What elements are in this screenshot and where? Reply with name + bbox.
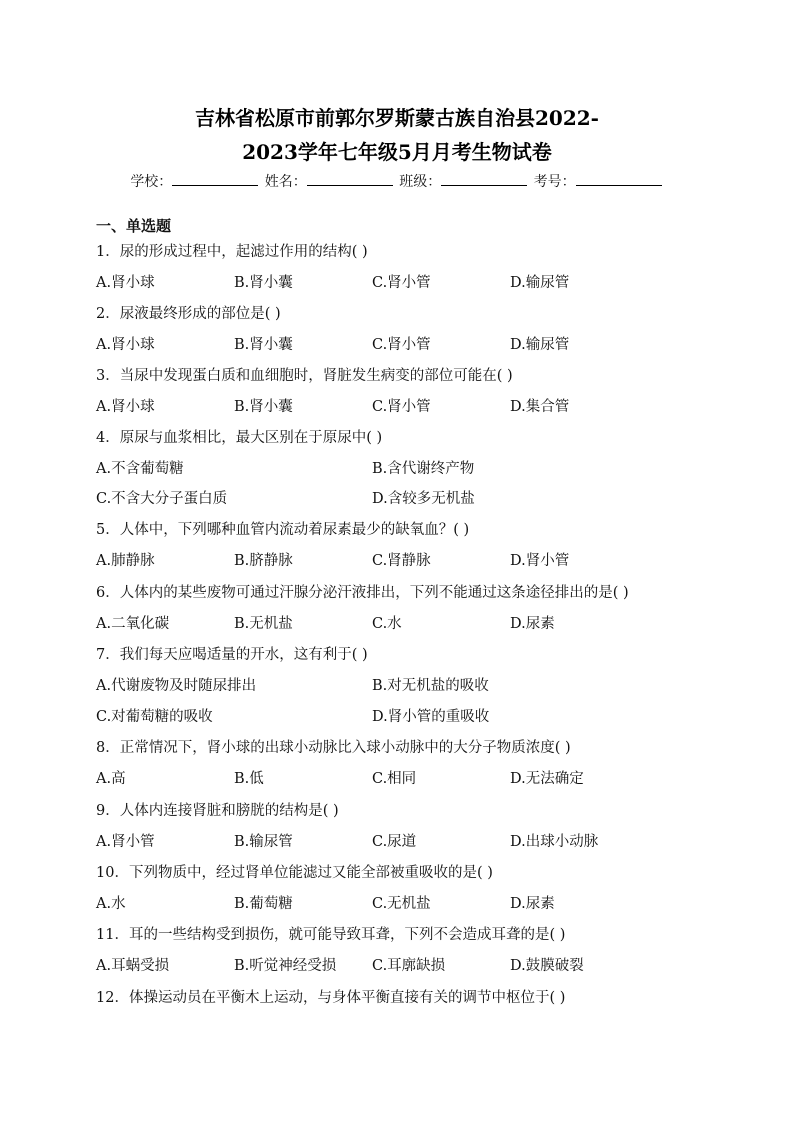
option: B.听觉神经受损: [234, 958, 337, 974]
number-blank[interactable]: [576, 173, 662, 186]
option: D.尿素: [510, 896, 555, 912]
question-stem: 10．下列物质中，经过肾单位能滤过又能全部被重吸收的是( ): [96, 865, 493, 881]
option: A.肺静脉: [96, 553, 155, 569]
option: C.相同: [372, 771, 417, 787]
option: B.脐静脉: [234, 553, 293, 569]
name-label: 姓名：: [264, 174, 307, 190]
question-stem: 1．尿的形成过程中，起滤过作用的结构( ): [96, 244, 368, 260]
option: D.输尿管: [510, 337, 570, 353]
option: D.含较多无机盐: [372, 491, 475, 507]
option: A.二氧化碳: [96, 616, 170, 632]
question-options: [96, 767, 716, 787]
question-stem: 2．尿液最终形成的部位是( ): [96, 306, 281, 322]
option: A.肾小球: [96, 399, 155, 415]
question-stem: 4．原尿与血浆相比，最大区别在于原尿中( ): [96, 430, 383, 446]
option: D.集合管: [510, 399, 570, 415]
question-options: [96, 954, 716, 974]
question-stem: 5．人体中，下列哪种血管内流动着尿素最少的缺氧血？( ): [96, 522, 470, 538]
question-options: [96, 674, 716, 694]
question-options: [96, 271, 716, 291]
option: D.出球小动脉: [510, 834, 599, 850]
question-stem: 11．耳的一些结构受到损伤，就可能导致耳聋，下列不会造成耳聋的是( ): [96, 927, 566, 943]
exam-title-line-1: 吉林省松原市前郭尔罗斯蒙古族自治县2022-: [195, 106, 599, 130]
option: D.输尿管: [510, 275, 570, 291]
question-options: [96, 487, 716, 507]
option: A.水: [96, 896, 126, 912]
number-label: 考号：: [533, 174, 576, 190]
option: A.肾小球: [96, 337, 155, 353]
question-options: [96, 333, 716, 353]
question-stem: 9．人体内连接肾脏和膀胱的结构是( ): [96, 803, 339, 819]
option: B.低: [234, 771, 264, 787]
question-options: [96, 892, 716, 912]
question-stem: 7．我们每天应喝适量的开水，这有利于( ): [96, 647, 368, 663]
student-info-row: [0, 171, 794, 191]
question-options: [96, 705, 716, 725]
option: D.无法确定: [510, 771, 584, 787]
option: B.输尿管: [234, 834, 293, 850]
school-label: 学校：: [130, 174, 173, 190]
class-blank[interactable]: [441, 173, 527, 186]
option: A.肾小球: [96, 275, 155, 291]
exam-title-line-2: 2023学年七年级5月月考生物试卷: [242, 140, 552, 164]
question-options: [96, 549, 716, 569]
option: B.无机盐: [234, 616, 293, 632]
option: C.肾小管: [372, 399, 431, 415]
option: D.尿素: [510, 616, 555, 632]
option: A.不含葡萄糖: [96, 461, 184, 477]
option: C.尿道: [372, 834, 417, 850]
school-blank[interactable]: [172, 173, 258, 186]
option: D.鼓膜破裂: [510, 958, 584, 974]
option: A.高: [96, 771, 126, 787]
question-options: [96, 395, 716, 415]
option: C.水: [372, 616, 402, 632]
option: C.对葡萄糖的吸收: [96, 709, 213, 725]
option: C.无机盐: [372, 896, 431, 912]
question-stem: 12．体操运动员在平衡木上运动，与身体平衡直接有关的调节中枢位于( ): [96, 990, 566, 1006]
section-heading: 一、单选题: [96, 217, 172, 235]
question-options: [96, 612, 716, 632]
option: A.耳蜗受损: [96, 958, 170, 974]
option: B.肾小囊: [234, 399, 293, 415]
option: B.含代谢终产物: [372, 461, 475, 477]
question-stem: 3．当尿中发现蛋白质和血细胞时，肾脏发生病变的部位可能在( ): [96, 368, 513, 384]
option: B.葡萄糖: [234, 896, 293, 912]
name-blank[interactable]: [307, 173, 393, 186]
option: B.肾小囊: [234, 275, 293, 291]
class-label: 班级：: [399, 174, 442, 190]
option: C.耳廓缺损: [372, 958, 446, 974]
option: C.肾静脉: [372, 553, 431, 569]
question-stem: 8．正常情况下，肾小球的出球小动脉比入球小动脉中的大分子物质浓度( ): [96, 740, 571, 756]
option: A.肾小管: [96, 834, 155, 850]
option: C.肾小管: [372, 337, 431, 353]
option: C.不含大分子蛋白质: [96, 491, 228, 507]
question-stem: 6．人体内的某些废物可通过汗腺分泌汗液排出，下列不能通过这条途径排出的是( ): [96, 585, 629, 601]
option: B.对无机盐的吸收: [372, 678, 489, 694]
option: B.肾小囊: [234, 337, 293, 353]
question-options: [96, 830, 716, 850]
option: C.肾小管: [372, 275, 431, 291]
option: D.肾小管的重吸收: [372, 709, 490, 725]
option: D.肾小管: [510, 553, 570, 569]
question-options: [96, 457, 716, 477]
option: A.代谢废物及时随尿排出: [96, 678, 257, 694]
